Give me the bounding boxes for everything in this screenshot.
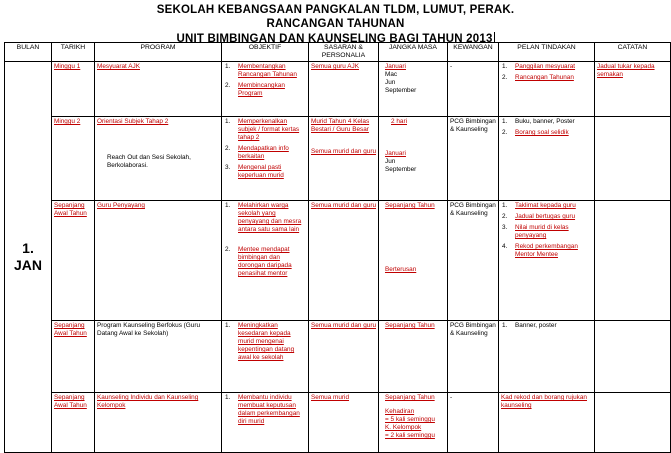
table-row [5, 201, 671, 321]
program-cell: Kaunseling Individu dan Kaunseling Kelompok [95, 393, 222, 453]
tarikh-cell: Minggu 1 [52, 62, 95, 117]
pelan-cell [499, 321, 595, 393]
col-objektif: OBJEKTIF [222, 43, 309, 62]
col-pelan-tindakan: PELAN TINDAKAN [499, 43, 595, 62]
pelan-cell: Kad rekod dan borang rujukan kaunseling [499, 393, 595, 453]
kewangan-cell: - [448, 393, 499, 453]
list-item: 1. Memperkenalkan subjek / format kertas tahap 2 [225, 118, 300, 141]
kewangan-cell: - [448, 62, 499, 117]
plan-title: RANCANGAN TAHUNAN [266, 18, 405, 30]
list-item: 1. Membantu individu membuat keputusan dalam perkembangan diri murid [225, 394, 300, 425]
kewangan-cell: PCG Bimbingan & Kaunseling [448, 117, 499, 201]
list-item: 3. Mengenal pasti keperluan murid [225, 164, 284, 179]
kewangan-cell: PCG Bimbingan & Kaunseling [448, 321, 499, 393]
tarikh-cell: Sepanjang Awal Tahun [52, 393, 95, 453]
list-item: 2. Rancangan Tahunan [502, 74, 574, 81]
sasaran-cell: Semua murid dan guru [309, 201, 379, 321]
sasaran-cell: Murid Tahun 4 Kelas Bestari / Guru Besar Semua murid dan guru [309, 117, 379, 201]
pelan-cell [499, 62, 595, 117]
table-row [5, 321, 671, 393]
program-cell: Orientasi Subjek Tahap 2 Reach Out dan Sesi Sekolah, Berkolaborasi. [95, 117, 222, 201]
catatan-cell: Jadual tukar kepada semakan [595, 62, 671, 117]
catatan-cell [595, 393, 671, 453]
objektif-cell [222, 321, 309, 393]
list-item: 1. Membentangkan Rancangan Tahunan [225, 63, 297, 78]
catatan-cell [595, 321, 671, 393]
objektif-cell [222, 393, 309, 453]
list-item: 2. Mendapatkan info berkaitan [225, 145, 289, 160]
list-item: 2. Jadual bertugas guru [502, 213, 576, 220]
sasaran-cell: Semua murid dan guru [309, 321, 379, 393]
pelan-cell [499, 201, 595, 321]
list-item: 3. Nilai murid di kelas penyayang [502, 224, 569, 239]
table-row [5, 117, 671, 201]
sasaran-cell: Semua murid [309, 393, 379, 453]
header-row [5, 43, 671, 62]
program-cell: Program Kaunseling Berfokus (Guru Datang Awal ke Sekolah) [95, 321, 222, 393]
list-item: 4. Rekod perkembangan Mentor Mentee [502, 243, 578, 258]
jangka-cell: Januari Mac Jun September [379, 62, 448, 117]
col-tarikh: TARIKH [52, 43, 95, 62]
list-item: 2. Borang soal selidik [502, 129, 569, 136]
list-item: 1. Panggilan mesyuarat [502, 63, 576, 70]
school-title: SEKOLAH KEBANGSAAN PANGKALAN TLDM, LUMUT, PERAK. [156, 4, 515, 16]
tarikh-cell: Sepanjang Awal Tahun [52, 201, 95, 321]
list-item: 2. Mentee mendapat bimbingan dan dorongan daripada penasihat mentor [225, 246, 292, 277]
objektif-cell [222, 201, 309, 321]
jangka-cell: 2 hari Januari Jun September [379, 117, 448, 201]
col-program: PROGRAM [95, 43, 222, 62]
col-catatan: CATATAN [595, 43, 671, 62]
catatan-cell [595, 201, 671, 321]
col-kewangan: KEWANGAN [448, 43, 499, 62]
list-item: 1. Melahirkan warga sekolah yang penyayang dan mesra antara satu sama lain [225, 202, 302, 233]
col-jangka-masa: JANGKA MASA [379, 43, 448, 62]
list-item: 1. Buku, banner, Poster [502, 118, 575, 125]
sasaran-cell: Semua guru AJK [309, 62, 379, 117]
program-cell: Guru Penyayang [95, 201, 222, 321]
list-item: 1. Banner, poster [502, 322, 557, 329]
jangka-cell: Sepanjang Tahun Kehadiran = 5 kali seminggu K. Kelompok = 2 kali seminggu [379, 393, 448, 453]
objektif-cell [222, 62, 309, 117]
tarikh-cell: Sepanjang Awal Tahun [52, 321, 95, 393]
col-bulan: BULAN [5, 43, 52, 62]
col-sasaran: SASARAN & PERSONALIA [309, 43, 379, 62]
table-row [5, 62, 671, 117]
pelan-cell [499, 117, 595, 201]
objektif-cell [222, 117, 309, 201]
program-cell: Mesyuarat AJK [95, 62, 222, 117]
annual-plan-table [4, 42, 671, 453]
kewangan-cell: PCG Bimbingan & Kaunseling [448, 201, 499, 321]
catatan-cell [595, 117, 671, 201]
table-row [5, 393, 671, 453]
list-item: 1. Taklimat kepada guru [502, 202, 576, 209]
bulan-cell: 1. JAN [5, 62, 52, 453]
tarikh-cell: Minggu 2 [52, 117, 95, 201]
unit-title-text: UNIT BIMBINGAN DAN KAUNSELING BAGI TAHUN 2013 [176, 33, 493, 45]
list-item: 2. Membincangkan Program [225, 82, 285, 97]
jangka-cell: Sepanjang Tahun [379, 321, 448, 393]
jangka-cell: Sepanjang Tahun Berterusan [379, 201, 448, 321]
list-item: 1. Meningkatkan kesedaran kepada murid mengenai kepentingan datang awal ke sekolah [225, 322, 295, 361]
